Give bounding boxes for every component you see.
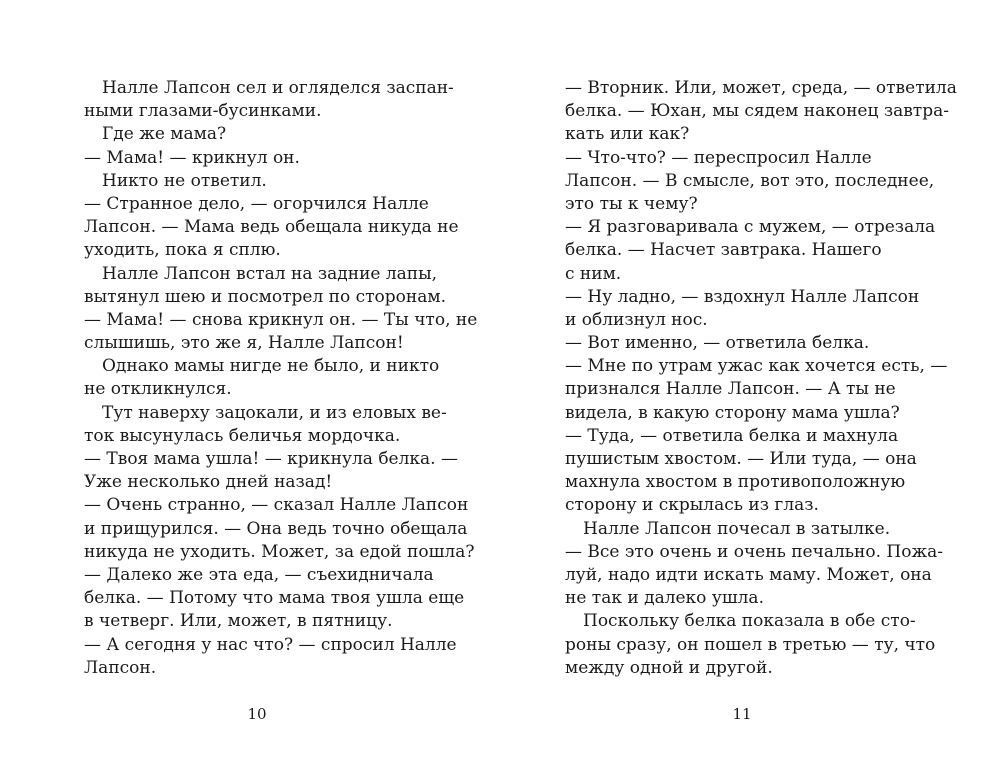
text-line: Лапсон.: [84, 657, 157, 678]
text-line: Тут наверху зацокали, и из еловых ве-: [102, 402, 447, 423]
text-line: роны сразу, он пошел в третью — ту, что: [565, 634, 936, 655]
text-line: Однако мамы нигде не было, и никто: [102, 356, 440, 377]
text-line: Налле Лапсон встал на задние лапы,: [102, 263, 438, 284]
text-line: — Вторник. Или, может, среда, — ответила: [565, 78, 957, 98]
text-line: — Все это очень и очень печально. Пожа-: [565, 541, 944, 562]
text-line: не откликнулся.: [84, 379, 232, 400]
text-line: — Твоя мама ушла! — крикнула белка. —: [84, 449, 458, 469]
text-line: — Что-что? — переспросил Налле: [565, 147, 872, 168]
text-line: ток высунулась беличья мордочка.: [84, 425, 401, 446]
text-line: уходить, пока я сплю.: [84, 240, 281, 261]
right-page-text: [565, 77, 957, 680]
text-line: не так и далеко ушла.: [565, 588, 764, 609]
text-line: Лапсон. — Мама ведь обещала никуда не: [84, 217, 459, 238]
text-line: белка. — Насчет завтрака. Нашего: [565, 240, 882, 261]
text-line: и прищурился. — Она ведь точно обещала: [84, 518, 468, 539]
left-page-text: [84, 77, 478, 680]
text-line: вытянул шею и посмотрел по сторонам.: [84, 286, 447, 307]
page-number-right: 11: [732, 705, 752, 723]
text-line: слышишь, это же я, Налле Лапсон!: [84, 333, 404, 354]
text-line: ными глазами-бусинками.: [84, 101, 322, 122]
text-line: белка. — Юхан, мы сядем наконец завтра-: [565, 101, 949, 122]
text-line: Поскольку белка показала в обе сто-: [583, 611, 916, 632]
text-line: и облизнул нос.: [565, 309, 708, 330]
text-line: пушистым хвостом. — Или туда, — она: [565, 449, 917, 469]
text-line: луй, надо идти искать маму. Может, она: [565, 564, 932, 585]
text-line: сторону и скрылась из глаз.: [565, 495, 819, 516]
text-line: с ним.: [565, 263, 622, 284]
text-line: никуда не уходить. Может, за едой пошла?: [84, 541, 475, 562]
text-line: это ты к чему?: [565, 193, 698, 214]
text-line: — Странное дело, — огорчился Налле: [84, 193, 429, 214]
text-line: признался Налле Лапсон. — А ты не: [565, 379, 896, 400]
text-line: между одной и другой.: [565, 657, 773, 678]
text-line: Никто не ответил.: [102, 170, 267, 191]
text-line: в четверг. Или, может, в пятницу.: [84, 611, 393, 632]
text-line: — Далеко же эта еда, — съехидничала: [84, 564, 434, 585]
text-line: — Вот именно, — ответила белка.: [565, 333, 870, 354]
text-line: Где же мама?: [102, 124, 227, 145]
right-page: [500, 0, 1001, 770]
text-line: — Мама! — снова крикнул он. — Ты что, не: [84, 309, 478, 330]
text-line: — Мне по утрам ужас как хочется есть, —: [565, 356, 948, 377]
text-line: Лапсон. — В смысле, вот это, последнее,: [565, 170, 935, 191]
text-line: махнула хвостом в противоположную: [565, 472, 906, 493]
text-line: белка. — Потому что мама твоя ушла еще: [84, 588, 465, 609]
left-page: [0, 0, 500, 770]
text-line: Уже несколько дней назад!: [84, 472, 333, 493]
text-line: кать или как?: [565, 124, 690, 145]
text-line: — Ну ладно, — вздохнул Налле Лапсон: [565, 286, 920, 307]
text-line: — Мама! — крикнул он.: [84, 147, 300, 168]
text-line: видела, в какую сторону мама ушла?: [565, 402, 900, 423]
page-number-left: 10: [247, 705, 267, 723]
text-line: Налле Лапсон почесал в затылке.: [583, 518, 891, 539]
text-line: — Я разговаривала с мужем, — отрезала: [565, 217, 936, 238]
text-line: — Очень странно, — сказал Налле Лапсон: [84, 495, 469, 516]
text-line: — Туда, — ответила белка и махнула: [565, 425, 899, 446]
text-line: — А сегодня у нас что? — спросил Налле: [84, 634, 457, 655]
text-line: Налле Лапсон сел и огляделся заспан-: [102, 78, 454, 98]
